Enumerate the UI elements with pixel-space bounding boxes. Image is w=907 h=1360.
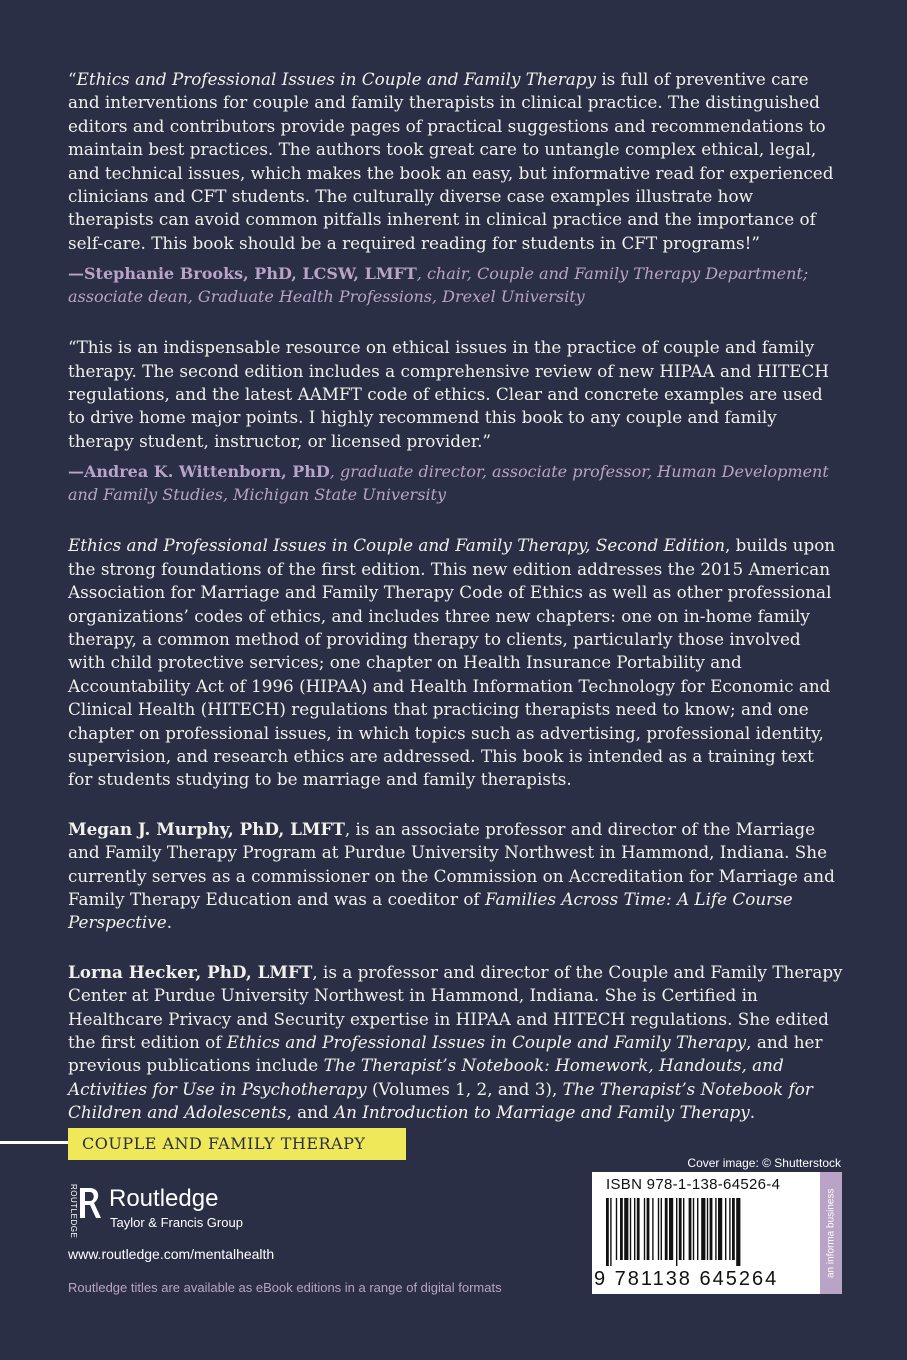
barcode-bar xyxy=(620,1198,623,1260)
publisher-url[interactable]: www.routledge.com/mentalhealth xyxy=(68,1246,275,1262)
barcode-bar xyxy=(736,1198,740,1266)
isbn-label: ISBN 978-1-138-64526-4 xyxy=(606,1176,781,1193)
barcode-bar xyxy=(652,1198,653,1260)
barcode-bar xyxy=(693,1198,694,1260)
barcode-bar xyxy=(683,1198,684,1260)
series-rule xyxy=(0,1141,68,1144)
cover-credit: Cover image: © Shutterstock xyxy=(687,1156,841,1170)
barcode-bar xyxy=(658,1198,659,1260)
quote-1-attribution: —Stephanie Brooks, PhD, LCSW, LMFT, chair, Couple and Family Therapy Department; associate dean, Graduate Health Professions, Drexel University xyxy=(68,264,809,307)
barcode-bar xyxy=(624,1198,628,1260)
barcode-bar xyxy=(697,1198,698,1260)
quote-1: “Ethics and Professional Issues in Couple and Family Therapy is full of preventive care and interventions for couple and family therapists in clinical practice. The distinguished editors and contributors provide pages of practical suggestions and recommendations to maintain best practices. The authors took great care to untangle complex ethical, legal, and technical issues, which makes the book an easy, but informative read for experienced clinicians and CFT students. The culturally diverse case examples illustrate how therapists can avoid common pitfalls inherent in clinical practice and the importance of self-care. This book should be a required reading for students in CFT programs!” xyxy=(68,69,834,253)
barcode-bar xyxy=(661,1198,662,1260)
barcode-bar xyxy=(634,1198,635,1260)
barcode-bar xyxy=(665,1198,668,1260)
routledge-vertical-mark: ROUTLEDGE xyxy=(69,1184,78,1239)
barcode-bar xyxy=(729,1198,730,1260)
informa-business-label: an informa business xyxy=(820,1172,842,1294)
editor-bio-hecker: Lorna Hecker, PhD, LMFT, is a professor and director of the Couple and Family Therapy Center at Purdue University Northwest in Hammond, Indiana. She is Certified in Healthcare Privacy and Security expertise in HIPAA and HITECH regulations. She edited the first edition of Ethics and Professional Issues in Couple and Family Therapy, and her previous publications include The Therapist’s Notebook: Homework, Handouts, and Activities for Use in Psychotherapy (Volumes 1, 2, and 3), The Therapist’s Notebook for Children and Adolescents, and An Introduction to Marriage and Family Therapy. xyxy=(68,961,843,1123)
barcode-bar xyxy=(689,1198,692,1260)
barcode-bar xyxy=(616,1198,617,1260)
isbn-barcode xyxy=(592,1172,822,1294)
barcode-bar xyxy=(725,1198,726,1260)
publisher-group: Taylor & Francis Group xyxy=(110,1215,243,1230)
barcode-bar xyxy=(707,1198,708,1260)
isbn-digits: 9 781138 645264 xyxy=(594,1268,779,1290)
barcode-bar xyxy=(669,1198,673,1260)
barcode-bar xyxy=(679,1198,682,1260)
barcode-bar xyxy=(606,1198,609,1266)
barcode-bar xyxy=(637,1198,640,1260)
barcode-bar xyxy=(647,1198,650,1260)
barcode-bar xyxy=(715,1198,716,1260)
book-description: Ethics and Professional Issues in Couple and Family Therapy, Second Edition, builds upon the strong foundations of the first edition. This new edition addresses the 2015 American Association for Marriage and Family Therapy Code of Ethics as well as other professional organizations’ codes of ethics, and includes three new chapters: one on in-home family therapy, a common method of providing therapy to clients, particularly those involved with child protective services; one chapter on Health Insurance Portability and Accountability Act of 1996 (HIPAA) and Health Information Technology for Economic and Clinical Health (HITECH) regulations that practicing therapists need to know; and one chapter on professional issues, in which topics such as advertising, professional identity, supervision, and research ethics are addressed. This book is intended as a training text for students studying to be marriage and family therapists. xyxy=(68,535,836,790)
editor-bio-murphy: Megan J. Murphy, PhD, LMFT, is an associate professor and director of the Marriage and Family Therapy Program at Purdue University Northwest in Hammond, Indiana. She currently serves as a commissioner on the Commission on Accreditation for Marriage and Family Therapy Education and was a coeditor of Families Across Time: A Life Course Perspective. xyxy=(68,818,835,933)
barcode-bar xyxy=(701,1198,705,1260)
barcode-bar xyxy=(676,1198,677,1266)
quote-2: “This is an indispensable resource on ethical issues in the practice of couple and family therapy. The second edition includes a comprehensive review of new HIPAA and HITECH regulations, and the latest AAMFT code of ethics. Clear and concrete examples are used to drive home major points. I highly recommend this book to any couple and family therapy student, instructor, or licensed provider.” xyxy=(68,337,830,451)
quote-1-book-title: Ethics and Professional Issues in Couple and Family Therapy xyxy=(76,69,596,89)
barcode-bar xyxy=(732,1198,735,1260)
barcode-bar xyxy=(718,1198,722,1260)
series-label: COUPLE AND FAMILY THERAPY xyxy=(68,1128,406,1160)
routledge-logo xyxy=(66,1184,326,1240)
quote-2-attribution: —Andrea K. Wittenborn, PhD, graduate director, associate professor, Human Development and Family Studies, Michigan State University xyxy=(68,462,829,505)
barcode-bars xyxy=(606,1198,808,1266)
barcode-bar xyxy=(710,1198,713,1260)
publisher-name: Routledge xyxy=(109,1185,219,1212)
barcode-bar xyxy=(644,1198,645,1260)
barcode-bar xyxy=(630,1198,631,1260)
ebook-note: Routledge titles are available as eBook editions in a range of digital formats xyxy=(68,1280,502,1295)
routledge-r-icon xyxy=(66,1184,102,1238)
back-cover-text xyxy=(68,68,843,1125)
barcode-bar xyxy=(610,1198,611,1266)
